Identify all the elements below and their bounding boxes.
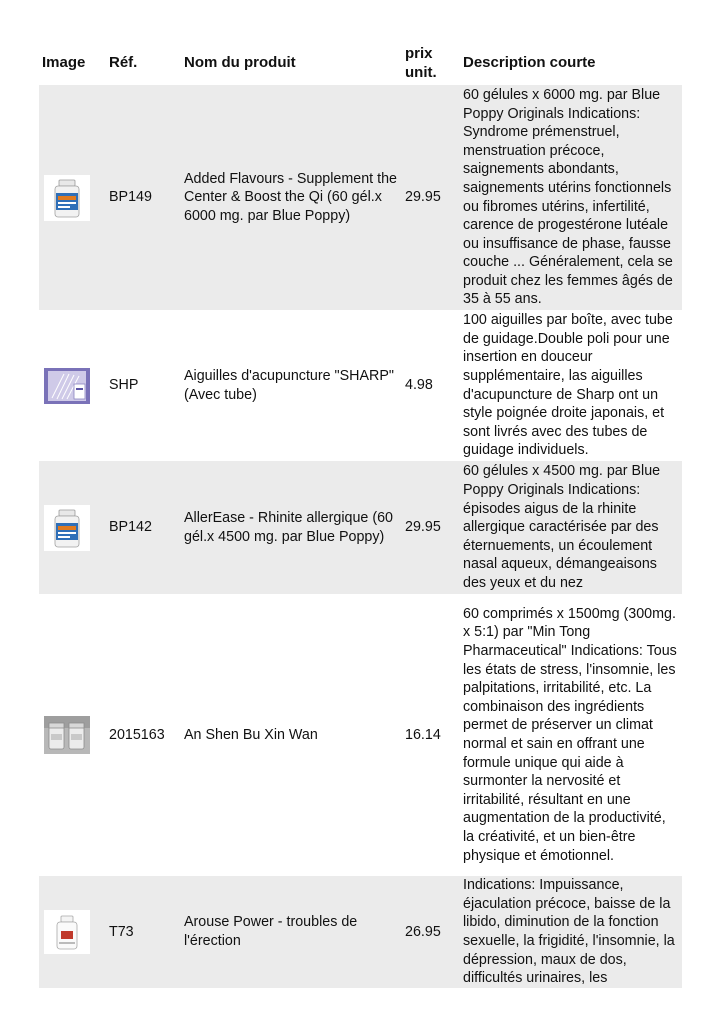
product-description: 60 comprimés x 1500mg (300mg. x 5:1) par "Min Tong Pharmaceutical" Indications: Tous les états de stress, l'insomnie, les palpitations, irritabilité, etc. La combinaison des ingrédients permet de préserver un climat normal et sain en offrant une formule unique qui aide à surmonter la nervosité et irritabilité, résultant en une augmentation de la productivité, la créativité, et un bien-être physique et émotionnel. <box>463 605 677 864</box>
product-image-cell <box>39 310 106 461</box>
product-price: 4.98 <box>405 377 433 394</box>
product-description: 60 gélules x 6000 mg. par Blue Poppy Originals Indications: Syndrome prémenstruel, menstruation précoce, saignements abondants, saignements utérins fonctionnels ou fibromes utérins, infertilité, carence de progestérone lutéale ou insuffisance de phase, fausse couche ... Généralement, cela se produit chez les femmes âgés de 35 à 55 ans. <box>460 85 682 310</box>
product-price: 29.95 <box>402 461 460 594</box>
acupuncture-needles-icon <box>44 368 90 404</box>
table-row <box>39 594 682 876</box>
product-image-cell <box>39 876 106 988</box>
product-price: 16.14 <box>405 726 441 743</box>
product-image-cell <box>39 594 106 876</box>
products-table <box>39 38 682 988</box>
table-header-row <box>39 38 682 85</box>
product-description: 100 aiguilles par boîte, avec tube de guidage.Double poli pour une insertion en douceur supplémentaire, las aiguilles d'acupuncture de Sharp ont un style poignée droite japonais, et sont livrés avec des tubes de guidage individuels. <box>463 312 673 459</box>
product-ref: BP142 <box>106 461 181 594</box>
table-row <box>39 461 682 594</box>
header-short-description: Description courte <box>463 54 596 71</box>
supplement-bottle-icon <box>44 505 90 551</box>
product-name: An Shen Bu Xin Wan <box>184 726 318 743</box>
product-ref: T73 <box>106 876 181 988</box>
product-name: AllerEase - Rhinite allergique (60 gél.x 4500 mg. par Blue Poppy) <box>181 461 402 594</box>
product-ref: BP149 <box>106 85 181 310</box>
header-image: Image <box>42 54 86 71</box>
product-price: 29.95 <box>402 85 460 310</box>
product-name: Arouse Power - troubles de l'érection <box>181 876 402 988</box>
header-unit-price: prix unit. <box>405 44 437 81</box>
header-ref: Réf. <box>109 54 138 71</box>
product-image-cell <box>39 85 106 310</box>
product-ref: SHP <box>109 377 139 394</box>
table-row <box>39 85 682 310</box>
white-bottle-icon <box>44 910 90 954</box>
header-product-name: Nom du produit <box>184 54 296 71</box>
product-description: 60 gélules x 4500 mg. par Blue Poppy Originals Indications: épisodes aigus de la rhinite allergique caractérisée par des éternuements, un écoulement nasal aqueux, démangeaisons des yeux et du nez <box>460 461 682 594</box>
product-price: 26.95 <box>402 876 460 988</box>
table-row <box>39 876 682 988</box>
product-name: Aiguilles d'acupuncture "SHARP" (Avec tube) <box>184 367 394 403</box>
product-name: Added Flavours - Supplement the Center & Boost the Qi (60 gél.x 6000 mg. par Blue Poppy) <box>181 85 402 310</box>
product-image-cell <box>39 461 106 594</box>
supplement-bottle-icon <box>44 175 90 221</box>
product-ref: 2015163 <box>109 726 165 743</box>
table-row <box>39 310 682 461</box>
product-description: Indications: Impuissance, éjaculation précoce, baisse de la libido, diminution de la fonction sexuelle, la frigidité, l'insomnie, la dépression, maux de dos, difficultés urinaires, les <box>460 876 682 988</box>
pill-jars-icon <box>44 716 90 754</box>
